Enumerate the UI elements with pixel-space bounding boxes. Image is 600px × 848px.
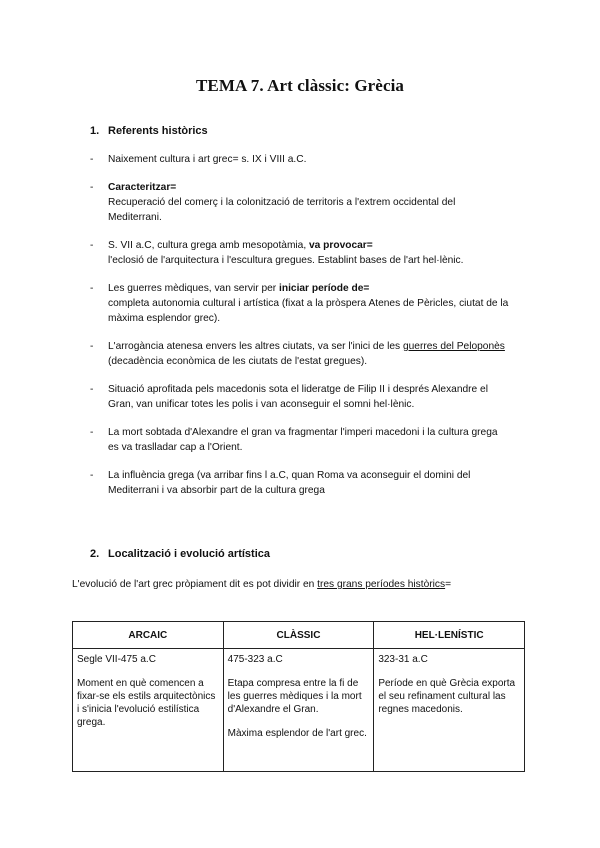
bullet-item: - Naixement cultura i art grec= s. IX i VIII a.C.: [90, 154, 307, 165]
historical-bullets: [90, 152, 510, 511]
header-arcaic: ARCAIC: [73, 622, 224, 649]
bullet-item: - Situació aprofitada pels macedonis sota el lideratge de Filip II i després Alexandre el Gran, van unificar totes les polis i van aconseguir el somni hel·lènic.: [90, 384, 488, 410]
bullet-item: - Caracteritzar= Recuperació del comerç i la colonització de territoris a l'extrem occidental del Mediterrani.: [90, 182, 456, 223]
section-1-label: Referents històrics: [108, 125, 208, 137]
bullet-item: - L'arrogància atenesa envers les altres ciutats, va ser l'inici de les guerres del Peloponès (decadència econòmica de les ciutats de l'estat gregues).: [90, 341, 505, 367]
cell-classic: 475-323 a.C Etapa compresa entre la fi de les guerres mèdiques i la mort d'Alexandre el Gran. Màxima esplendor de l'art grec.: [223, 649, 374, 772]
section-2-heading: [90, 548, 270, 560]
periods-intro: L'evolució de l'art grec pròpiament dit es pot dividir en tres grans períodes històrics=: [72, 579, 452, 590]
table-header-row: [73, 622, 525, 649]
cell-hellenistic: 323-31 a.C Període en què Grècia exporta el seu refinament cultural las regnes macedonis.: [374, 649, 525, 772]
table-row: [73, 649, 525, 772]
bullet-item: - S. VII a.C, cultura grega amb mesopotàmia, va provocar= l'eclosió de l'arquitectura i l'escultura gregues. Establint bases de l'art hel·lènic.: [90, 240, 464, 266]
page-title: TEMA 7. Art clàssic: Grècia: [195, 76, 405, 95]
periods-table: [72, 621, 525, 772]
bullet-item: - La influència grega (va arribar fins l a.C, quan Roma va aconseguir el domini del Mediterrani i va absorbir part de la cultura grega: [90, 470, 471, 496]
header-classic: CLÀSSIC: [223, 622, 374, 649]
cell-arcaic: Segle VII-475 a.C Moment en què comencen a fixar-se els estils arquitectònics i s'inicia l'evolució estilística grega.: [73, 649, 224, 772]
section-2-number: 2.: [90, 548, 100, 560]
bullet-item: - La mort sobtada d'Alexandre el gran va fragmentar l'imperi macedoni i la cultura grega es va traslladar cap a l'Orient.: [90, 427, 498, 453]
section-1-heading: [90, 125, 208, 137]
section-1-number: 1.: [90, 125, 100, 137]
header-hellenistic: HEL·LENÍSTIC: [374, 622, 525, 649]
bullet-item: - Les guerres mèdiques, van servir per iniciar període de= completa autonomia cultural i artística (fixat a la pròspera Atenes de Pèricles, ciutat de la màxima esplendor grec).: [90, 283, 509, 324]
section-2-label: Localització i evolució artística: [108, 548, 270, 560]
